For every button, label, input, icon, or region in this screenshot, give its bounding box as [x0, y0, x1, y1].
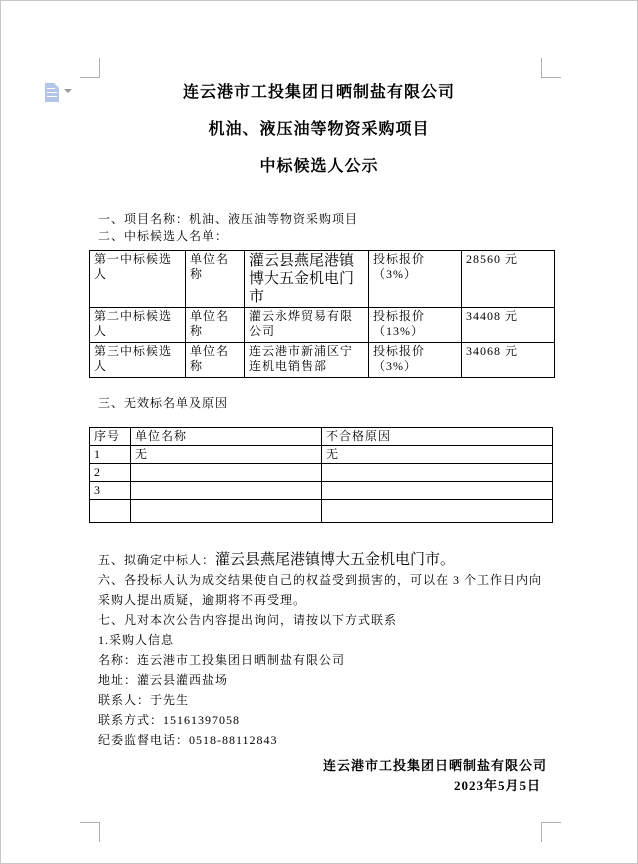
contact-name: 名称：连云港市工投集团日晒制盐有限公司 [98, 653, 346, 667]
cell-reason: 无 [322, 446, 553, 464]
cell-unit-label: 单位名称 [186, 308, 245, 343]
contact-supervision-phone: 纪委监督电话：0518-88112843 [98, 733, 278, 747]
cell-price-label: 投标报价（3%） [369, 343, 462, 378]
crop-mark-bottom-right [541, 822, 561, 842]
chevron-down-icon[interactable] [64, 89, 72, 93]
cell-company: 连云港市新浦区宁连机电销售部 [245, 343, 369, 378]
cell-unit-label: 单位名称 [186, 343, 245, 378]
cell-company: 无 [131, 446, 322, 464]
section-1-project-name: 一、项目名称：机油、液压油等物资采购项目 [98, 212, 359, 226]
section-2-candidate-list: 二、中标候选人名单： [98, 229, 229, 243]
cell-price: 34408 元 [462, 308, 555, 343]
cell-company: 灌云县燕尾港镇博大五金机电门市 [245, 251, 369, 308]
table-row [90, 251, 555, 308]
table-row [90, 343, 555, 378]
section-5-winner [89, 550, 549, 570]
header-company: 单位名称 [131, 428, 322, 446]
doc-title-line-2: 机油、液压油等物资采购项目 [208, 121, 430, 138]
cell-company [131, 464, 322, 482]
signature-date: 2023年5月5日 [453, 778, 541, 793]
section-6-objection-notice: 六、各投标人认为成交结果使自己的权益受到损害的，可以在 3 个工作日内向采购人提出质疑，逾期将不再受理。 [98, 573, 543, 607]
cell-no [90, 500, 131, 523]
table-row [90, 500, 553, 523]
table-header-row [90, 428, 553, 446]
table-row [90, 482, 553, 500]
cell-reason [322, 464, 553, 482]
header-reason: 不合格原因 [322, 428, 553, 446]
crop-mark-bottom-left [80, 822, 100, 842]
paste-options-widget[interactable] [45, 83, 72, 102]
section-3-invalid-bids: 三、无效标名单及原因 [98, 396, 229, 410]
doc-title-line-1: 连云港市工投集团日晒制盐有限公司 [182, 84, 455, 101]
cell-price-label: 投标报价（13%） [369, 308, 462, 343]
cell-unit-label: 单位名称 [186, 251, 245, 308]
section-7-inquiry: 七、凡对本次公告内容提出询问，请按以下方式联系 [98, 613, 398, 627]
winner-company: 灌云县燕尾港镇博大五金机电门市。 [215, 552, 456, 568]
cell-company [131, 482, 322, 500]
buyer-info-heading: 1.采购人信息 [98, 633, 175, 647]
candidates-table [89, 250, 555, 378]
cell-no: 1 [90, 446, 131, 464]
header-no: 序号 [90, 428, 131, 446]
invalid-bids-table [89, 427, 553, 523]
contact-person: 联系人：于先生 [98, 693, 190, 707]
cell-price-label: 投标报价（3%） [369, 251, 462, 308]
cell-no: 3 [90, 482, 131, 500]
cell-price: 28560 元 [462, 251, 555, 308]
contact-address: 地址：灌云县灌西盐场 [98, 673, 229, 687]
cell-rank: 第二中标候选人 [90, 308, 186, 343]
contact-phone: 联系方式：15161397058 [98, 713, 241, 727]
table-row [90, 464, 553, 482]
cell-company [131, 500, 322, 523]
cell-reason [322, 482, 553, 500]
cell-rank: 第三中标候选人 [90, 343, 186, 378]
document-content [89, 1, 549, 796]
cell-no: 2 [90, 464, 131, 482]
doc-title-line-3: 中标候选人公示 [259, 158, 379, 175]
signature-company: 连云港市工投集团日晒制盐有限公司 [322, 758, 547, 773]
cell-reason [322, 500, 553, 523]
paste-options-icon[interactable] [45, 83, 59, 102]
signature-block [89, 756, 549, 796]
table-row [90, 308, 555, 343]
table-row [90, 446, 553, 464]
cell-price: 34068 元 [462, 343, 555, 378]
winner-label: 五、拟确定中标人： [98, 553, 216, 567]
cell-company: 灌云永烨贸易有限公司 [245, 308, 369, 343]
cell-rank: 第一中标候选人 [90, 251, 186, 308]
